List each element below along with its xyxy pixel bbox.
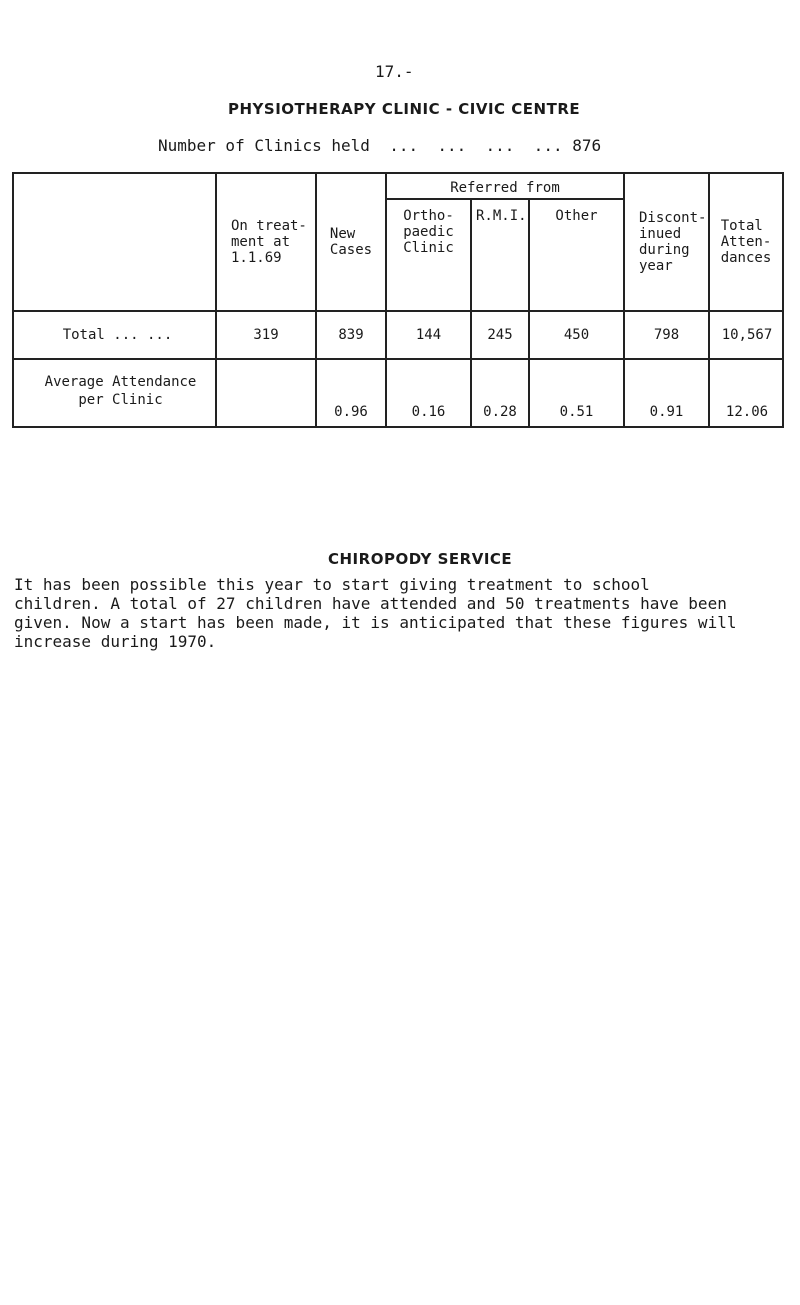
- cell-on-treatment: [216, 359, 316, 427]
- cell-other: 450: [529, 311, 624, 359]
- physiotherapy-heading: PHYSIOTHERAPY CLINIC - CIVIC CENTRE: [228, 100, 581, 118]
- header-total-attendances: Total Atten- dances: [709, 173, 783, 311]
- header-other: Other: [529, 199, 624, 311]
- cell-rmi: 0.28: [471, 359, 529, 427]
- cell-other: 0.51: [529, 359, 624, 427]
- cell-on-treatment: 319: [216, 311, 316, 359]
- cell-discontinued: 0.91: [624, 359, 709, 427]
- cell-discontinued: 798: [624, 311, 709, 359]
- clinics-held-label: Number of Clinics held ... ... ... ...: [158, 136, 563, 155]
- header-orthopaedic: Ortho- paedic Clinic: [386, 199, 471, 311]
- chiropody-paragraph: It has been possible this year to start giving treatment to school children. A total of 27 children have attended and 50 treatments have been given. Now a start has been made, it is anticipated that these figures will increase during 1970.: [14, 575, 737, 651]
- cell-total-attendances: 10,567: [709, 311, 783, 359]
- chiropody-heading: CHIROPODY SERVICE: [328, 550, 513, 568]
- cell-orthopaedic: 144: [386, 311, 471, 359]
- header-new-cases: New Cases: [316, 173, 386, 311]
- clinics-held-value: 876: [572, 136, 602, 155]
- header-referred-from: Referred from: [386, 173, 624, 199]
- row-label: Total ... ...: [13, 311, 216, 359]
- cell-total-attendances: 12.06: [709, 359, 783, 427]
- header-blank: [13, 173, 216, 311]
- cell-orthopaedic: 0.16: [386, 359, 471, 427]
- clinics-held-line: [158, 136, 601, 155]
- physiotherapy-stats-table: [12, 172, 784, 428]
- header-discontinued: Discont- inued during year: [624, 173, 709, 311]
- table-row-total: [13, 311, 783, 359]
- header-on-treatment: On treat- ment at 1.1.69: [216, 173, 316, 311]
- row-label: Average Attendance per Clinic: [13, 359, 216, 427]
- cell-new-cases: 0.96: [316, 359, 386, 427]
- table-row-average: [13, 359, 783, 427]
- page-number: 17.-: [375, 62, 414, 81]
- header-rmi: R.M.I.: [471, 199, 529, 311]
- cell-rmi: 245: [471, 311, 529, 359]
- cell-new-cases: 839: [316, 311, 386, 359]
